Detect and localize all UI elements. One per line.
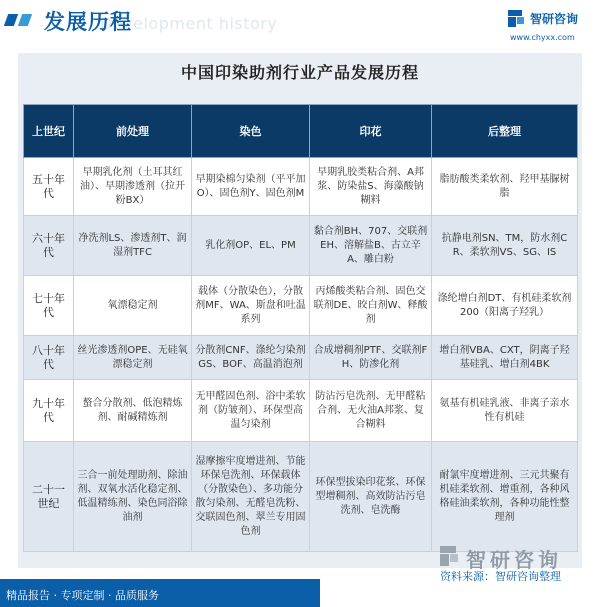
col-header-pretreatment: 前处理	[74, 105, 192, 158]
brand-logo-icon	[508, 10, 526, 28]
source-note: 资料来源：智研咨询整理	[440, 570, 561, 583]
finishing-cell: 涤纶增白剂DT、有机硅柔软剂200（阳离子羟乳）	[432, 276, 578, 336]
table-row	[24, 216, 578, 276]
printing-cell: 黏合剂BH、707、交联剂EH、溶解盐B、古立辛A、雕白粉	[310, 216, 432, 276]
printing-cell: 环保型拔染印花浆、环保型增稠剂、高效防沾污皂洗剂、皂洗酶	[310, 442, 432, 552]
era-cell: 六十年代	[24, 216, 74, 276]
footer-slogan: 精品报告 · 专项定制 · 品质服务	[6, 589, 159, 602]
table-row	[24, 442, 578, 552]
table-row	[24, 380, 578, 442]
era-cell: 八十年代	[24, 336, 74, 380]
table-row	[24, 336, 578, 380]
era-cell: 五十年代	[24, 158, 74, 216]
watermark-logo-icon	[440, 546, 460, 566]
table-title: 中国印染助剂行业产品发展历程	[180, 63, 419, 82]
col-header-era: 上世纪	[24, 105, 74, 158]
pretreatment-cell: 螯合分散剂、低泡精炼剂、耐碱精炼剂	[74, 380, 192, 442]
brand-url: www.chyxx.com	[510, 33, 575, 42]
table-row	[24, 158, 578, 216]
finishing-cell: 增白剂VBA、CXT，阴离子羟基硅乳、增白剂4BK	[432, 336, 578, 380]
development-table	[23, 104, 578, 552]
section-title: 发展历程	[44, 10, 132, 34]
page-header	[0, 0, 600, 42]
brand-name: 智研咨询	[530, 12, 579, 26]
watermark-logo	[440, 544, 590, 572]
pretreatment-cell: 早期乳化剂（土耳其红油）、早期渗透剂（拉开粉BX）	[74, 158, 192, 216]
dyeing-cell: 载体（分散染色），分散剂MF、WA、斯盘和吐温系列	[192, 276, 310, 336]
pretreatment-cell: 净洗剂LS、渗透剂T、润湿剂TFC	[74, 216, 192, 276]
pretreatment-cell: 丝光渗透剂OPE、无硅氧漂稳定剂	[74, 336, 192, 380]
title-accent-icon	[6, 12, 40, 28]
finishing-cell: 抗静电剂SN、TM，防水剂CR、柔软剂VS、SG、IS	[432, 216, 578, 276]
col-header-printing: 印花	[310, 105, 432, 158]
dyeing-cell: 分散剂CNF、涤纶匀染剂GS、BOF、高温消泡剂	[192, 336, 310, 380]
printing-cell: 早期乳胶类粘合剂、A邦浆、防染盐S、海藻酸钠糊料	[310, 158, 432, 216]
table-row	[24, 276, 578, 336]
col-header-dyeing: 染色	[192, 105, 310, 158]
printing-cell: 丙烯酸类粘合剂、固色交联剂DE、晈白剂W、释酸剂	[310, 276, 432, 336]
dyeing-cell: 无甲醛固色剂、浴中柔软剂（防皱剂）、环保型高温匀染剂	[192, 380, 310, 442]
table-header-row	[24, 105, 578, 158]
finishing-cell: 氨基有机硅乳液、非离子亲水性有机硅	[432, 380, 578, 442]
pretreatment-cell: 氧漂稳定剂	[74, 276, 192, 336]
printing-cell: 合成增稠剂PTF、交联剂FH、防渗化剂	[310, 336, 432, 380]
col-header-finishing: 后整理	[432, 105, 578, 158]
era-cell: 七十年代	[24, 276, 74, 336]
dyeing-cell: 乳化剂OP、EL、PM	[192, 216, 310, 276]
printing-cell: 防沾污皂洗剂、无甲醛粘合剂、无火油A邦浆、复合糊料	[310, 380, 432, 442]
era-cell: 二十一世纪	[24, 442, 74, 552]
dyeing-cell: 早期染棉匀染剂（平平加O）、固色剂Y、固色剂M	[192, 158, 310, 216]
dyeing-cell: 湿摩擦牢度增进剂、节能环保皂洗剂、环保载体（分散染色）、多功能分散匀染剂、无醛皂洗粉、交联固色剂、翠兰专用固色剂	[192, 442, 310, 552]
finishing-cell: 脂肪酸类柔软剂、羟甲基脲树脂	[432, 158, 578, 216]
watermark-logo-text: 智研咨询	[466, 548, 562, 572]
era-cell: 九十年代	[24, 380, 74, 442]
finishing-cell: 耐氯牢度增进剂、三元共聚有机硅柔软剂、增重剂，各种风格硅油柔软剂，各种功能性整理剂	[432, 442, 578, 552]
header-watermark: Development history	[100, 14, 278, 33]
pretreatment-cell: 三合一前处理助剂、除油剂、双氧水活化稳定剂、低温精练剂、染色同浴除油剂	[74, 442, 192, 552]
